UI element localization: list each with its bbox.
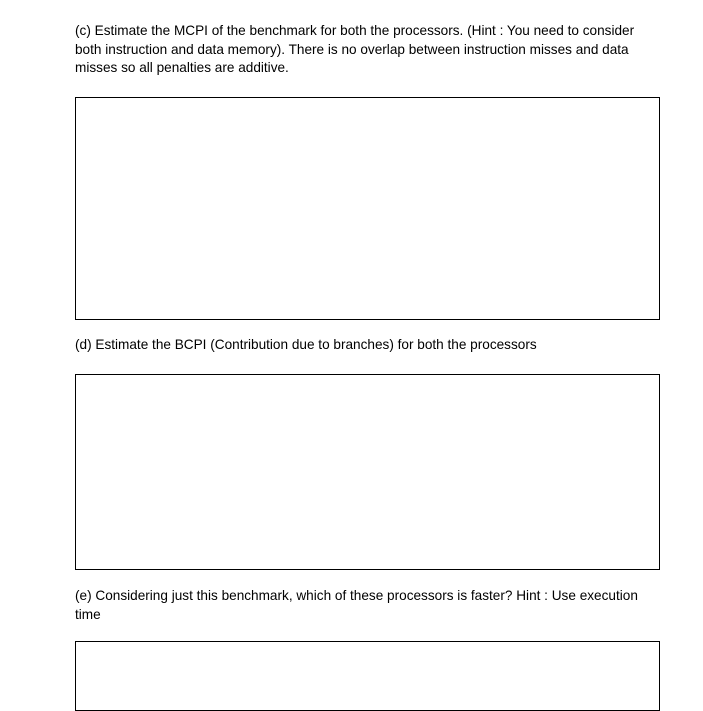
answer-box-e[interactable] bbox=[75, 641, 660, 711]
question-d-text: (d) Estimate the BCPI (Contribution due to branches) for both the processors bbox=[75, 337, 537, 352]
answer-box-c[interactable] bbox=[75, 97, 660, 320]
question-c-text: (c) Estimate the MCPI of the benchmark for both the processors. (Hint : You need to consider both instruction and data memory). There is no overlap between instruction misses and data misses so all penalties are additive. bbox=[75, 23, 635, 75]
question-e-text: (e) Considering just this benchmark, which of these processors is faster? Hint : Use execution time bbox=[75, 588, 638, 622]
answer-box-d[interactable] bbox=[75, 374, 660, 570]
